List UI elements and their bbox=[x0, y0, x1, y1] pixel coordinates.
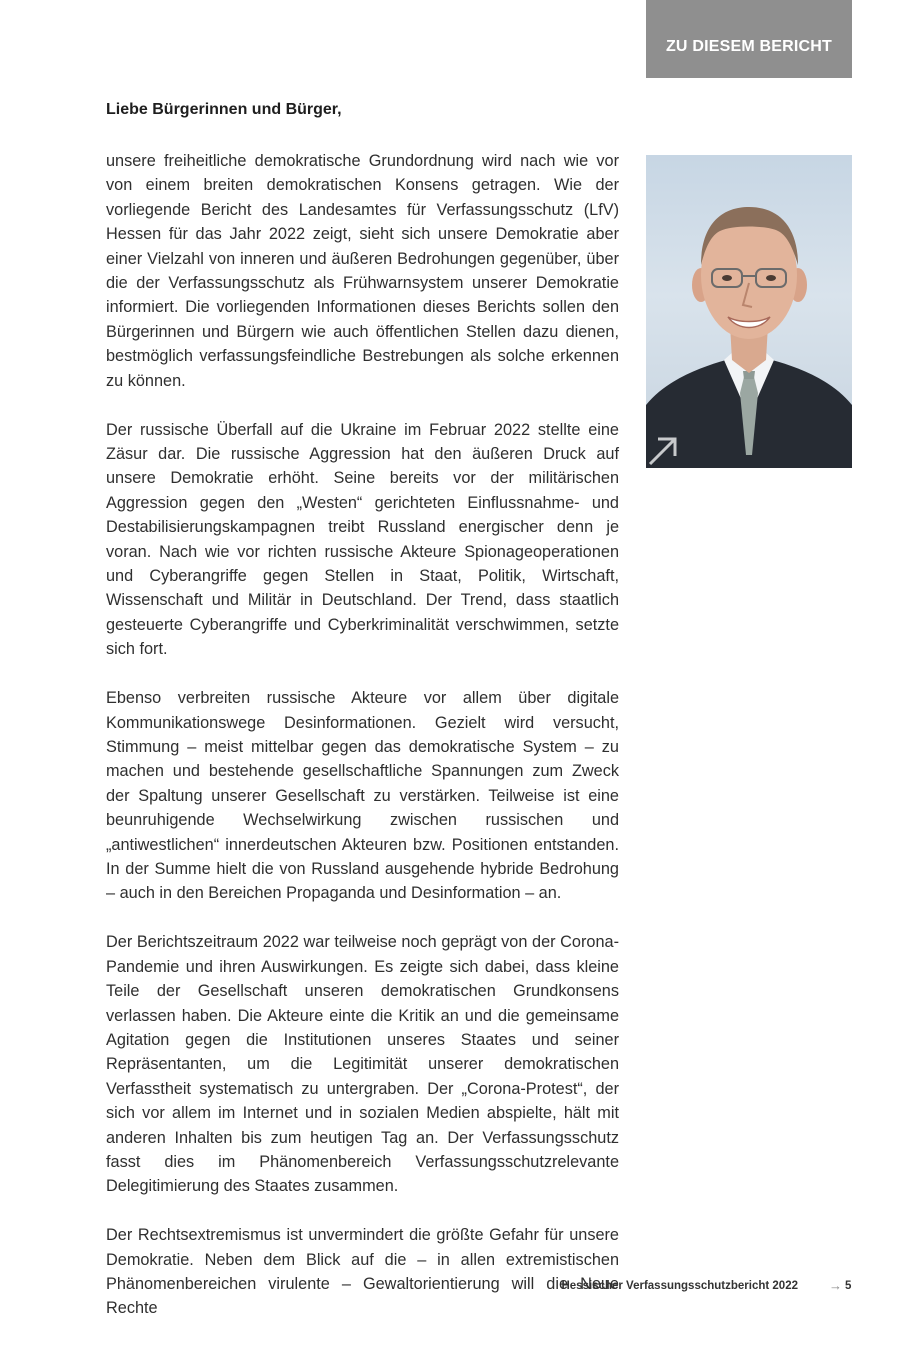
portrait-photo bbox=[646, 155, 852, 468]
section-tab bbox=[646, 0, 852, 78]
paragraph-3: Ebenso verbreiten russische Akteure vor allem über digitale Kommunikationswege Desinformationen. Gezielt wird versucht, Stimmung – meist mittelbar gegen das demokratische System – zu machen und bestehende gesellschaftliche Spannungen zum Zweck der Spaltung unserer Gesellschaft zu verstärken. Teilweise ist eine beunruhigende Wechselwirkung zwischen russischen und „antiwestlichen“ innerdeutschen Akteuren bzw. Positionen entstanden. In der Summe hielt die von Russland ausgehende hybride Bedrohung – auch in den Bereichen Propaganda und Desinformation – an. bbox=[106, 689, 619, 903]
paragraph-1: unsere freiheitliche demokratische Grundordnung wird nach wie vor von einem breiten demokratischen Konsens getragen. Wie der vorliegende Bericht des Landesamtes für Verfassungsschutz (LfV) Hessen für das Jahr 2022 zeigt, sieht sich unsere Demokratie aber einer Vielzahl von inneren und äußeren Bedrohungen gegenüber, über die der Verfassungsschutz als Frühwarnsystem unserer Demokratie informiert. Die vorliegenden Informationen dieses Berichts sollen den Bürgerinnen und Bürgern wie auch öffentlichen Stellen dazu dienen, bestmöglich verfassungsfeindliche Bestrebungen als solche erkennen zu können. bbox=[106, 152, 619, 390]
paragraph-2: Der russische Überfall auf die Ukraine im Februar 2022 stellte eine Zäsur dar. Die russische Aggression hat den äußeren Druck auf unsere Demokratie erhöht. Seine bereits vor der militärischen Aggression gegen den „Westen“ gerichteten Einflussnahme- und Destabilisierungskampagnen treibt Russland energischer denn je voran. Nach wie vor richten russische Akteure Spionageoperationen und Cyberangriffe gegen Stellen in Staat, Politik, Wirtschaft, Wissenschaft und Militär in Deutschland. Der Trend, dass staatlich gesteuerte Cyberangriffe und Cyberkriminalität verschwimmen, setzte sich fort. bbox=[106, 420, 619, 659]
page-number: 5 bbox=[845, 1280, 852, 1292]
paragraph-5: Der Rechtsextremismus ist unvermindert die größte Gefahr für unsere Demokratie. Neben dem Blick auf die – in allen extremistischen Phänomenbereichen virulente – Gewaltorientierung will die Neue Rechte bbox=[106, 1226, 619, 1318]
section-label: ZU DIESEM BERICHT bbox=[665, 38, 833, 55]
footer-publication-title: Hessischer Verfassungsschutzbericht 2022 bbox=[561, 1280, 798, 1292]
letter-body bbox=[106, 149, 619, 1345]
arrow-right-icon: → bbox=[829, 1278, 842, 1293]
letter-greeting: Liebe Bürgerinnen und Bürger, bbox=[106, 101, 342, 118]
paragraph-4: Der Berichtszeitraum 2022 war teilweise noch geprägt von der Corona-Pandemie und ihren Auswirkungen. Es zeigte sich dabei, dass kleine Teile der Gesellschaft unseren demokratischen Grundkonsens verlassen haben. Die Akteure einte die Kritik an und die gemeinsame Agitation gegen die Institutionen unseres Staates und seiner Repräsentanten, um die Legitimität unserer demokratischen Verfasstheit systematisch zu untergraben. Der „Corona-Protest“, der sich vor allem im Internet und in sozialen Medien abspielte, hält mit anderen Inhalten bis zum heutigen Tag an. Der Verfassungsschutz fasst dies im Phänomenbereich Verfassungsschutzrelevante Delegitimierung des Staates zusammen. bbox=[106, 933, 619, 1196]
